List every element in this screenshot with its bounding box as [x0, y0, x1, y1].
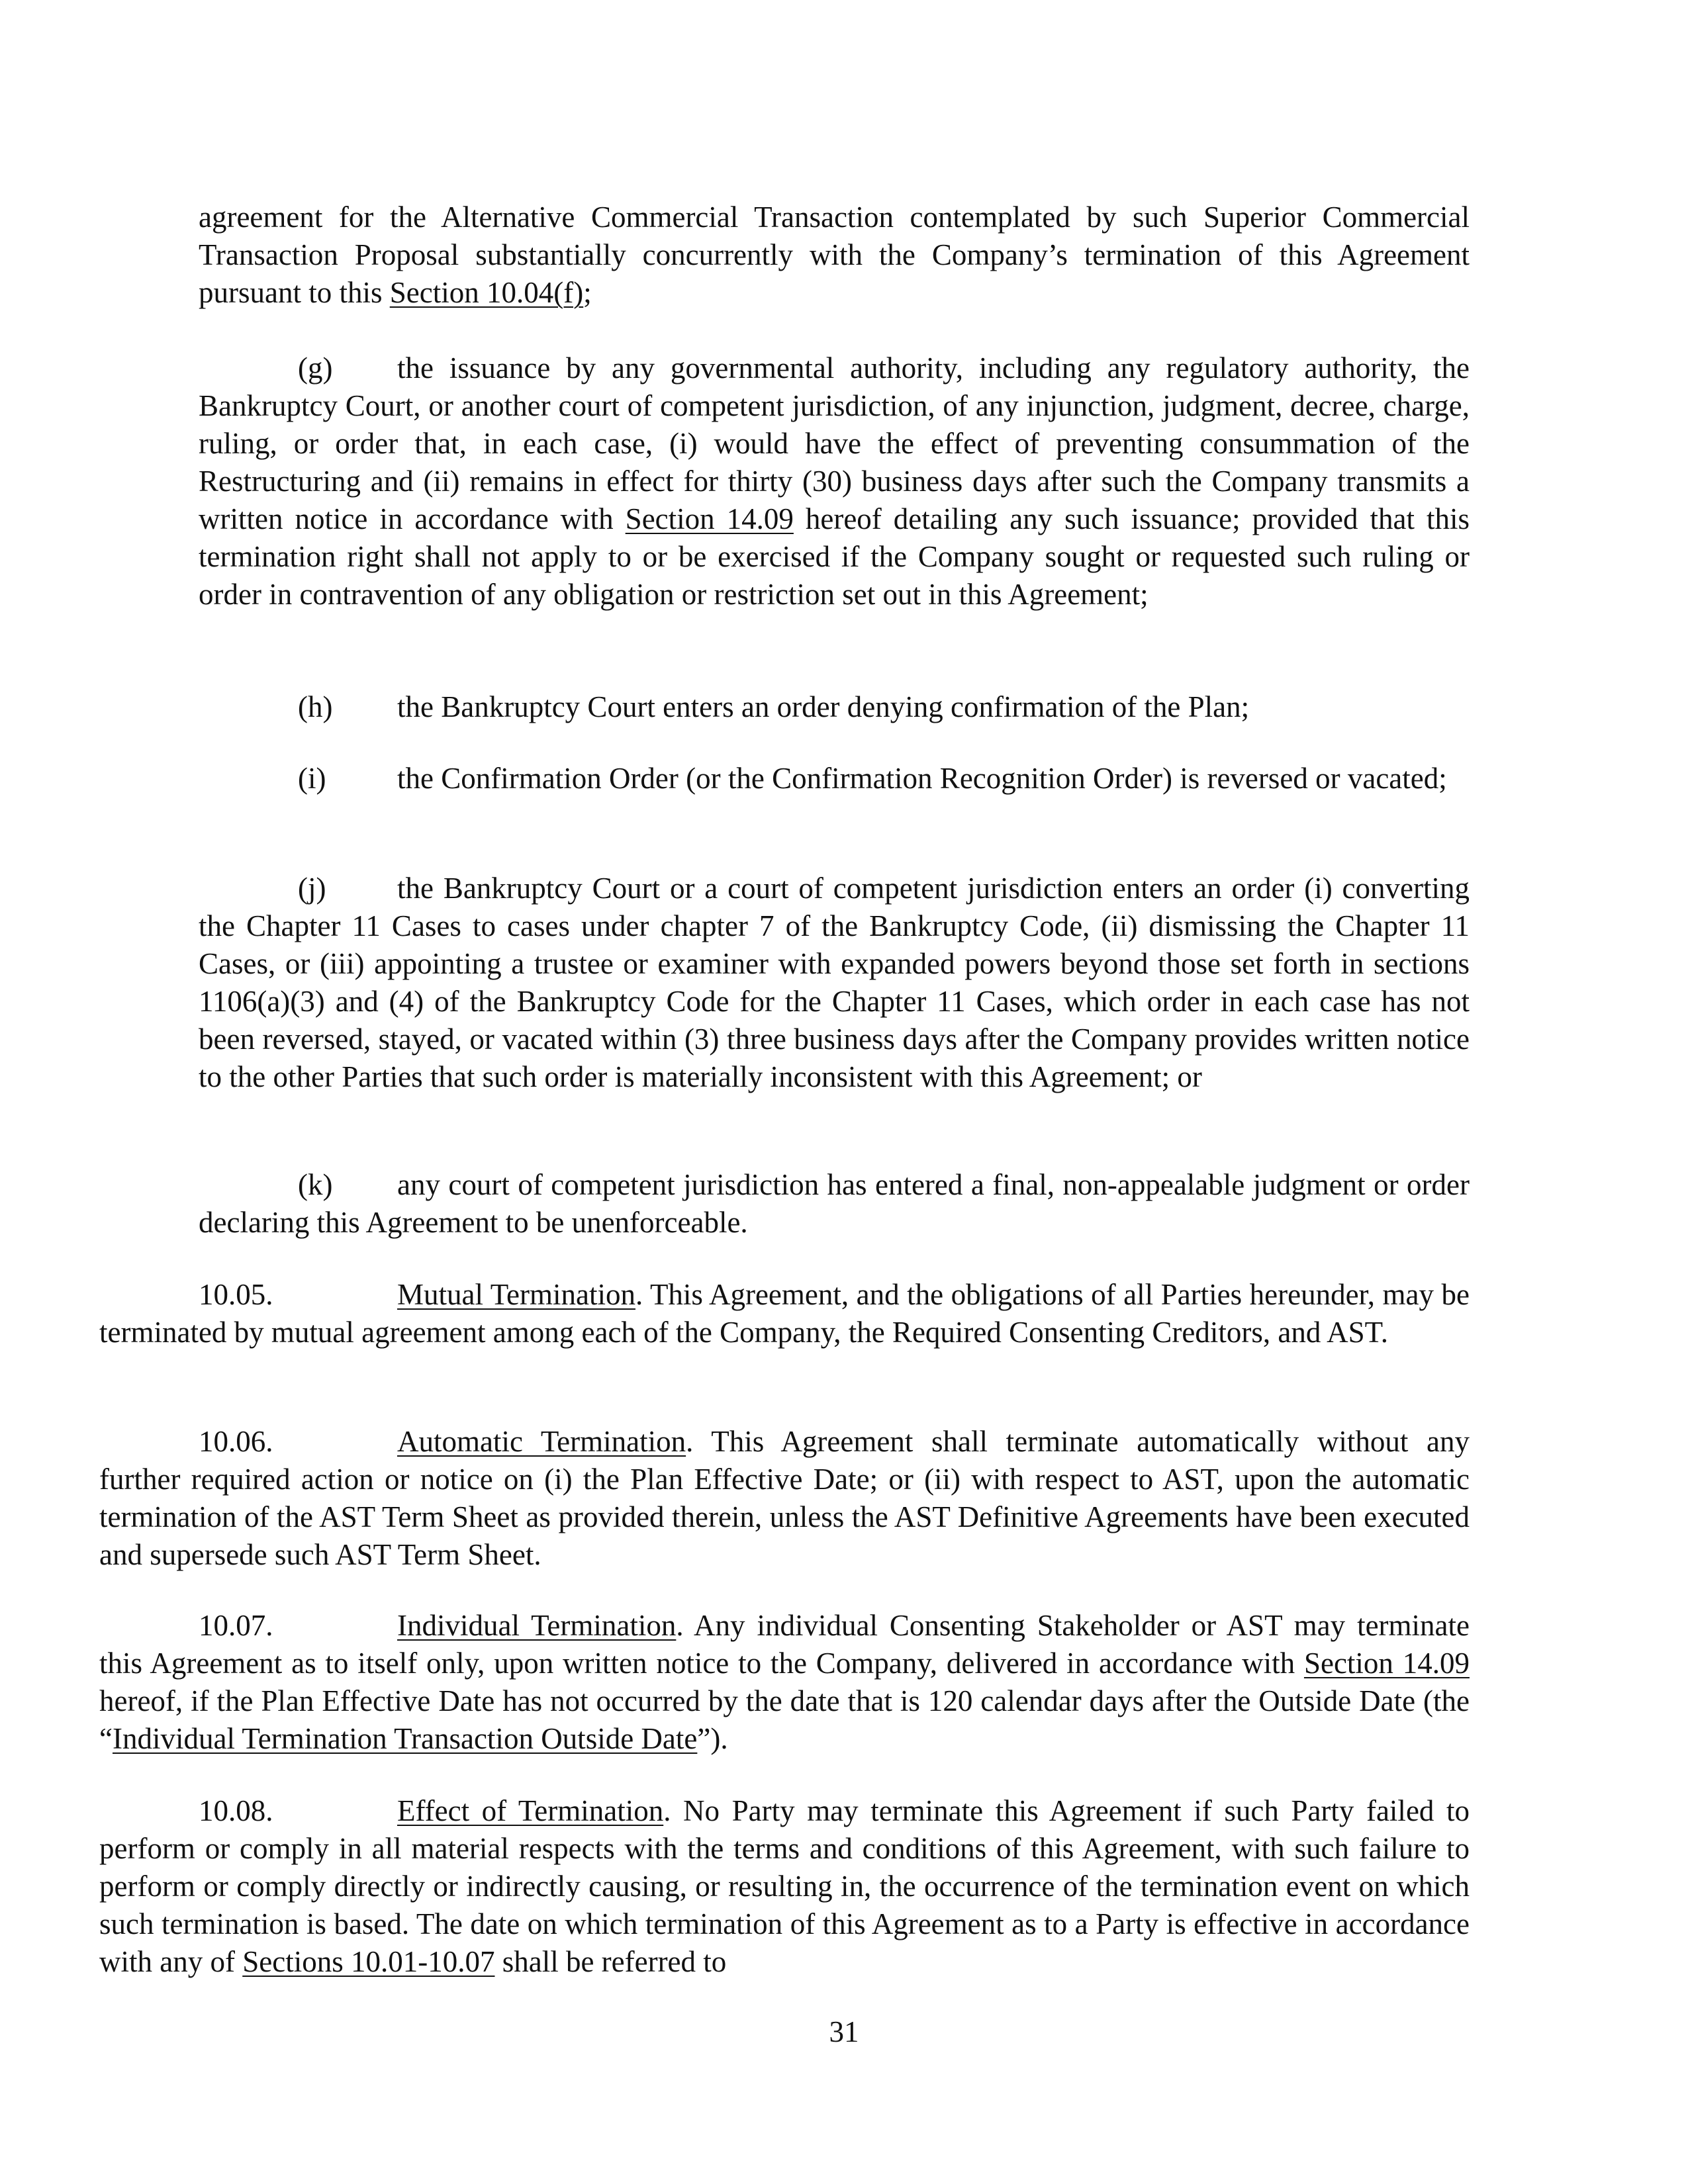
continuation-text-2: ; — [583, 276, 592, 309]
section-heading: Effect of Termination — [397, 1794, 664, 1827]
section-body-2: hereof, if the Plan Effective Date has not occurred by the date that is 120 calendar days after the Outside Date (the “ — [99, 1684, 1470, 1755]
section-heading: Mutual Termination — [397, 1278, 635, 1311]
section-heading: Individual Termination — [397, 1609, 677, 1642]
clause-g-text-2: hereof detailing any such issuance; provided that this termination right shall not apply to or be exercised if the Company sought or requested such ruling or order in contravention of any obligation or restriction set out in this Agreement; — [199, 502, 1470, 611]
clause-k — [199, 1166, 1470, 1242]
section-number: 10.07. — [199, 1609, 273, 1642]
section-number: 10.05. — [199, 1278, 273, 1311]
clause-j-label: (j) — [298, 872, 326, 905]
clause-j — [199, 870, 1470, 1096]
continuation-text-1: agreement for the Alternative Commercial Transaction contemplated by such Superior Commercial Transaction Proposal substantially concurrently with the Company’s termination of this Agreement pursuant to this — [199, 201, 1470, 309]
section-body: . This Agreement shall terminate automatically without any further required action or notice on (i) the Plan Effective Date; or (ii) with respect to AST, upon the automatic termination of the AST Term Sheet as provided therein, unless the AST Definitive Agreements have been executed and supersede such AST Term Sheet. — [99, 1425, 1470, 1571]
page-number: 31 — [829, 2015, 859, 2048]
clause-k-text: any court of competent jurisdiction has entered a final, non-appealable judgment or order declaring this Agreement to be unenforceable. — [199, 1168, 1470, 1239]
section-body: . This Agreement, and the obligations of all Parties hereunder, may be terminated by mutual agreement among each of the Company, the Required Consenting Creditors, and AST. — [99, 1278, 1470, 1349]
section-10-05 — [99, 1276, 1470, 1351]
clause-k-label: (k) — [298, 1168, 333, 1201]
clause-h-label: (h) — [298, 690, 333, 723]
section-10-06 — [99, 1423, 1470, 1574]
clause-i — [199, 760, 1470, 797]
clause-g-label: (g) — [298, 351, 333, 385]
section-body-3: ”). — [697, 1722, 728, 1755]
section-10-07 — [99, 1607, 1470, 1758]
clause-j-text: the Bankruptcy Court or a court of competent jurisdiction enters an order (i) converting the Chapter 11 Cases to cases under chapter 7 of the Bankruptcy Code, (ii) dismissing the Chapter 11 Cases, or (iii) appointing a trustee or examiner with expanded powers beyond those set forth in sections 1106(a)(3) and (4) of the Bankruptcy Code for the Chapter 11 Cases, which order in each case has not been reversed, stayed, or vacated within (3) three business days after the Company provides written notice to the other Parties that such order is materially inconsistent with this Agreement; or — [199, 872, 1470, 1093]
section-body-2: shall be referred to — [494, 1945, 727, 1978]
section-number: 10.08. — [199, 1794, 273, 1827]
clause-h — [298, 688, 1470, 726]
section-reference-link: Section 10.04(f) — [389, 276, 584, 309]
section-body-1: . No Party may terminate this Agreement if such Party failed to perform or comply in all material respects with the terms and conditions of this Agreement, with such failure to perform or comply directly or indirectly causing, or resulting in, the occurrence of the termination event on which such termination is based. The date on which termination of this Agreement as to a Party is effective in accordance with any of — [99, 1794, 1470, 1978]
section-reference-link: Section 14.09 — [625, 502, 794, 535]
continuation-paragraph — [199, 199, 1470, 312]
clause-g — [199, 349, 1470, 614]
section-heading: Automatic Termination — [397, 1425, 686, 1458]
section-reference-link: Sections 10.01-10.07 — [242, 1945, 495, 1978]
section-10-08 — [99, 1792, 1470, 1981]
section-reference-link: Section 14.09 — [1303, 1647, 1470, 1680]
section-body-1: . Any individual Consenting Stakeholder or AST may terminate this Agreement as to itself only, upon written notice to the Company, delivered in accordance with — [99, 1609, 1470, 1680]
clause-i-label: (i) — [298, 762, 326, 795]
clause-h-text: the Bankruptcy Court enters an order denying confirmation of the Plan; — [397, 690, 1250, 723]
section-number: 10.06. — [199, 1425, 273, 1458]
clause-i-text: the Confirmation Order (or the Confirmation Recognition Order) is reversed or vacated; — [397, 762, 1447, 795]
defined-term: Individual Termination Transaction Outside Date — [112, 1722, 698, 1755]
clause-g-text-1: the issuance by any governmental authority, including any regulatory authority, the Bankruptcy Court, or another court of competent jurisdiction, of any injunction, judgment, decree, charge, ruling, or order that, in each case, (i) would have the effect of preventing consummation of the Restructuring and (ii) remains in effect for thirty (30) business days after such the Company transmits a written notice in accordance with — [199, 351, 1470, 535]
